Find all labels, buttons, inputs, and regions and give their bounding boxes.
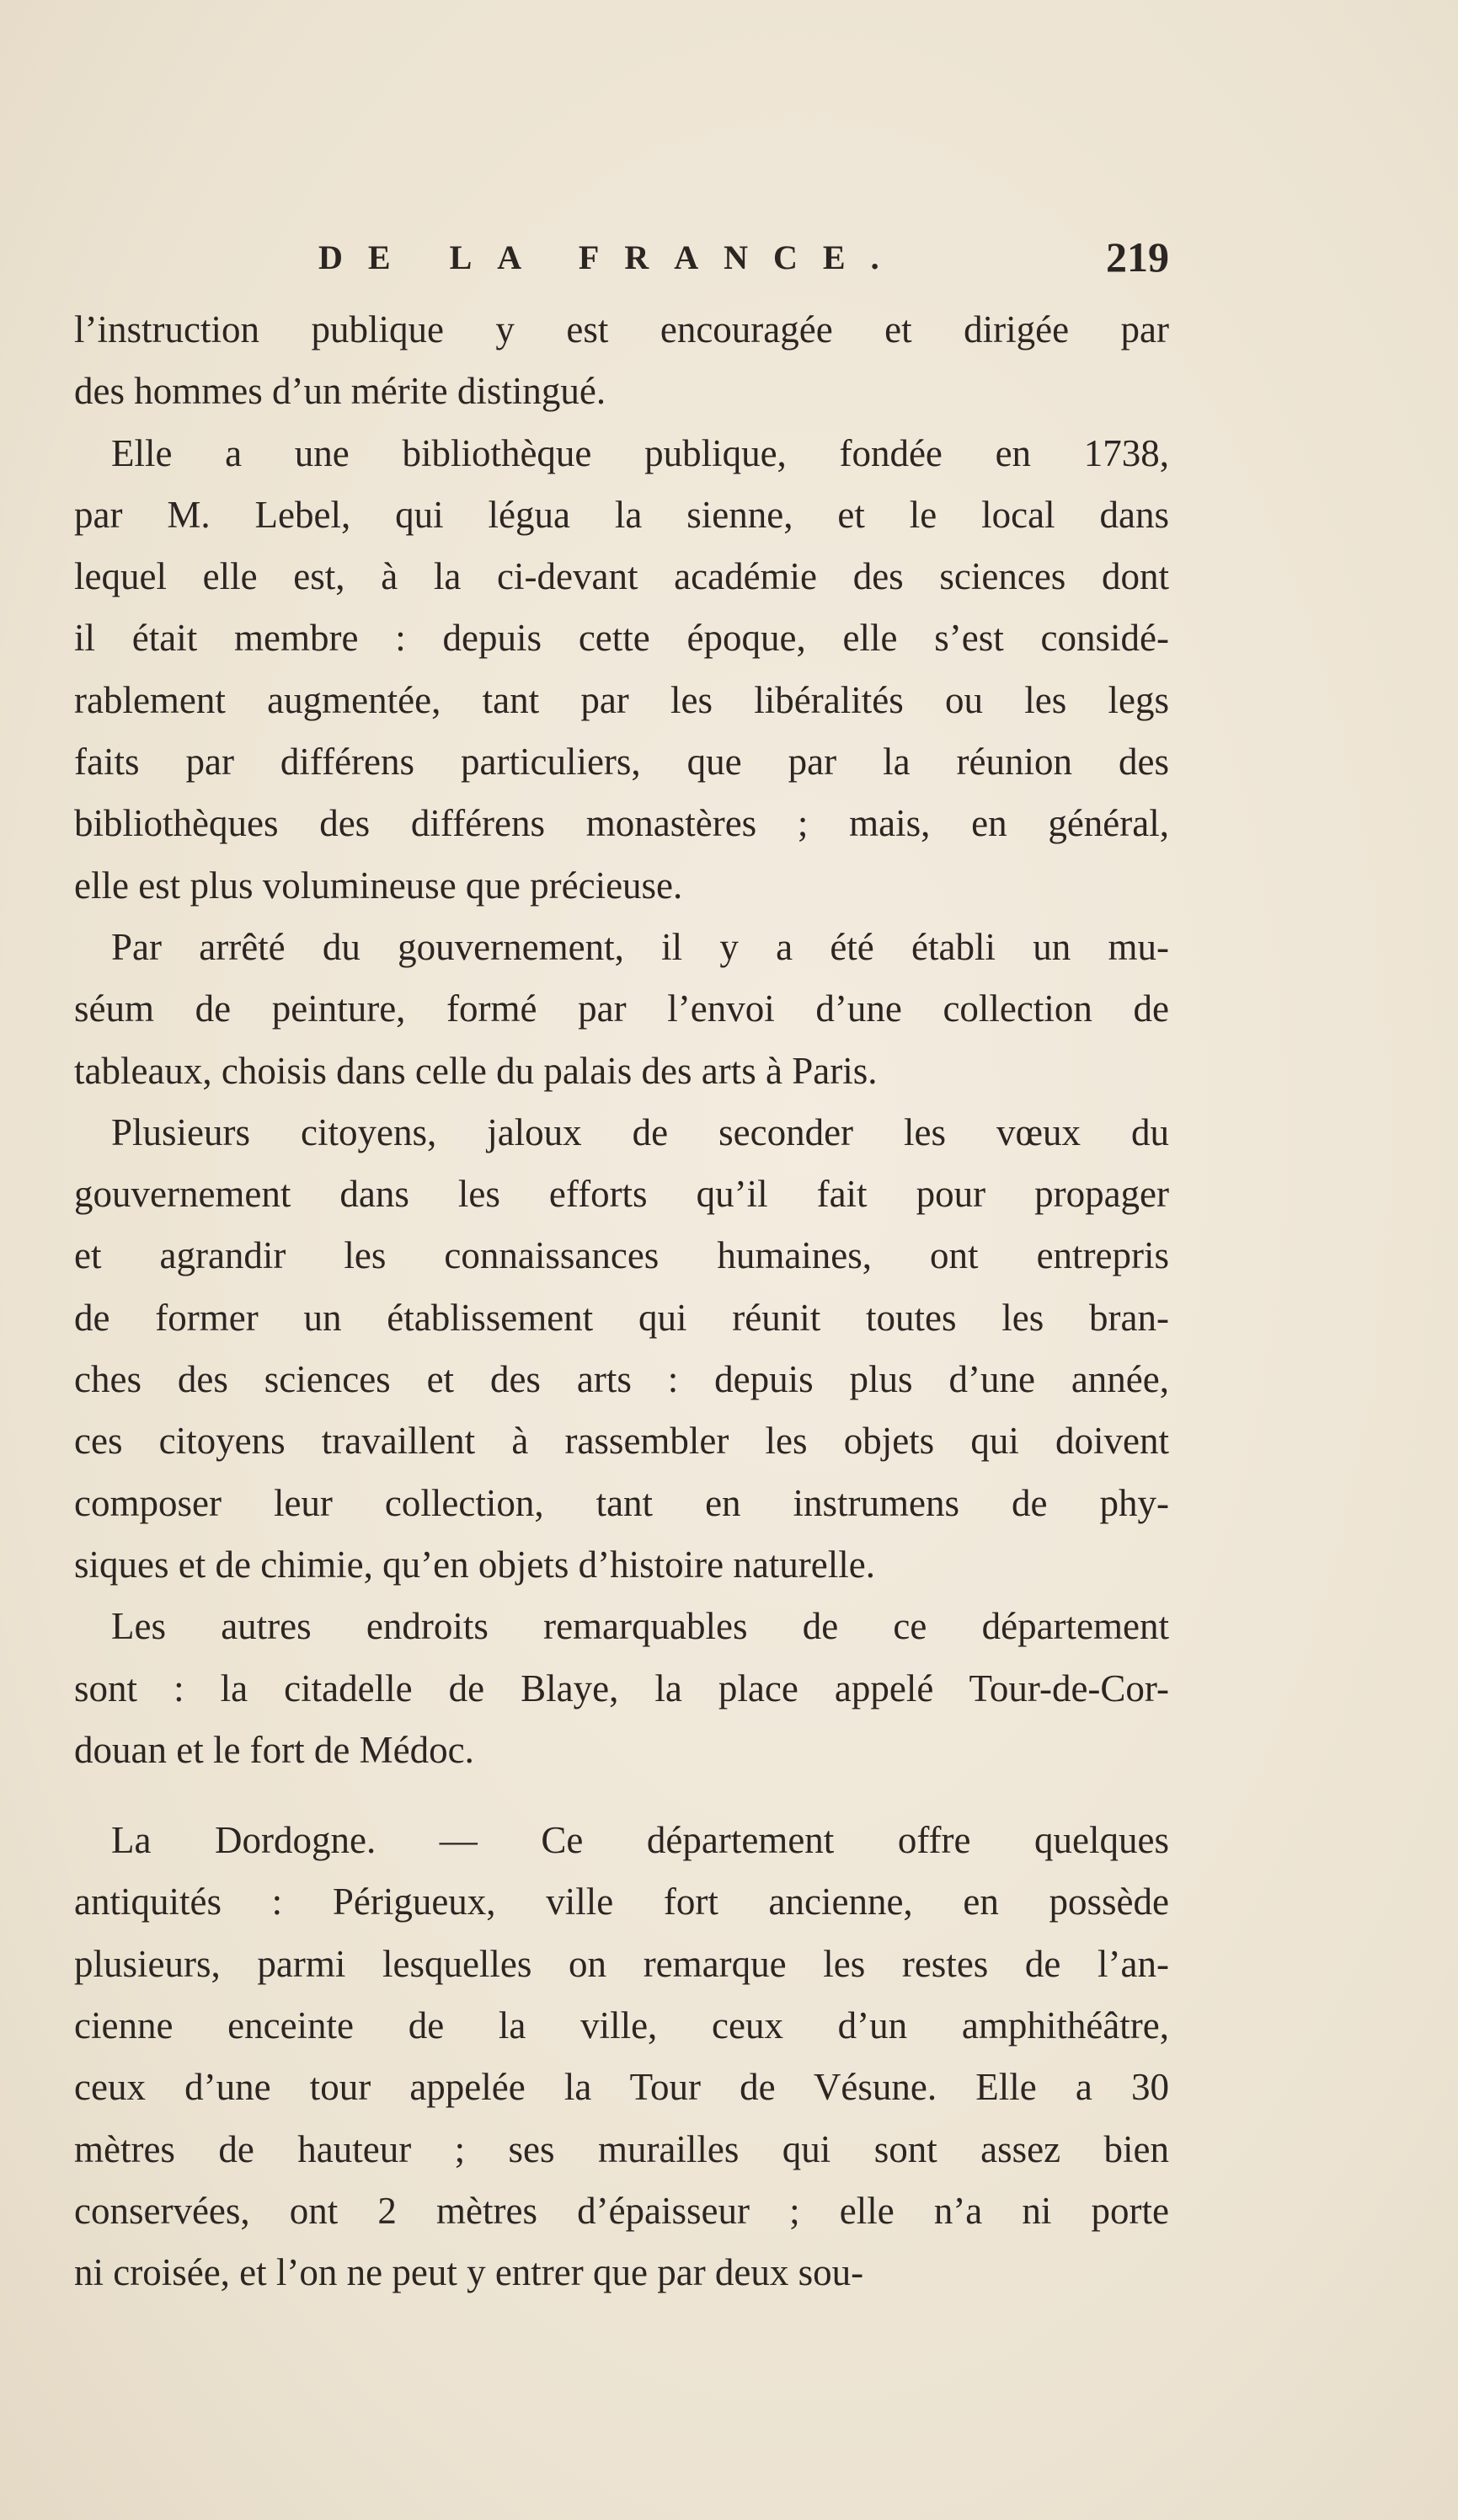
text-line: Par arrêté du gouvernement, il y a été établi un mu-	[111, 925, 1169, 968]
paragraph	[74, 423, 1169, 917]
text-line: il était membre : depuis cette époque, elle s’est considé-	[74, 617, 1169, 660]
text-line: ches des sciences et des arts : depuis plus d’une année,	[74, 1358, 1169, 1401]
text-line: Les autres endroits remarquables de ce département	[111, 1605, 1169, 1648]
text-line: et agrandir les connaissances humaines, ont entrepris	[74, 1234, 1169, 1277]
text-line: ni croisée, et l’on ne peut y entrer que par deux sou-	[74, 2251, 864, 2294]
text-line: rablement augmentée, tant par les libéralités ou les legs	[74, 678, 1169, 721]
text-line: des hommes d’un mérite distingué.	[74, 370, 606, 413]
text-line: cienne enceinte de la ville, ceux d’un amphithéâtre,	[74, 2004, 1169, 2047]
text-line: faits par différens particuliers, que par la réunion des	[74, 741, 1169, 784]
paragraph	[74, 1102, 1169, 1596]
text-line: Plusieurs citoyens, jaloux de seconder les vœux du	[111, 1110, 1169, 1153]
paragraph-gap	[74, 1781, 1169, 1810]
paragraph	[74, 1810, 1169, 2303]
text-line: La Dordogne. — Ce département offre quelques	[111, 1819, 1169, 1862]
paragraph	[74, 299, 1169, 423]
text-line: elle est plus volumineuse que précieuse.	[74, 864, 683, 907]
text-line: mètres de hauteur ; ses murailles qui sont assez bien	[74, 2127, 1169, 2170]
page-number: 219	[1106, 233, 1169, 281]
text-line: plusieurs, parmi lesquelles on remarque les restes de l’an-	[74, 1942, 1169, 1985]
text-line: Elle a une bibliothèque publique, fondée en 1738,	[111, 431, 1169, 474]
text-line: sont : la citadelle de Blaye, la place appelé Tour-de-Cor-	[74, 1667, 1169, 1709]
text-line: de former un établissement qui réunit toutes les bran-	[74, 1296, 1169, 1339]
running-head: DE LA FRANCE.	[318, 238, 905, 276]
paragraph	[74, 917, 1169, 1102]
text-line: par M. Lebel, qui légua la sienne, et le local dans	[74, 493, 1169, 536]
paragraph-list	[74, 299, 1169, 2304]
text-line: ces citoyens travaillent à rassembler les objets qui doivent	[74, 1420, 1169, 1463]
text-line: conservées, ont 2 mètres d’épaisseur ; elle n’a ni porte	[74, 2189, 1169, 2232]
text-line: tableaux, choisis dans celle du palais des arts à Paris.	[74, 1049, 878, 1092]
text-line: antiquités : Périgueux, ville fort ancienne, en possède	[74, 1881, 1169, 1923]
body-text	[74, 299, 1169, 2304]
text-line: lequel elle est, à la ci-devant académie des sciences dont	[74, 555, 1169, 598]
text-line: siques et de chimie, qu’en objets d’histoire naturelle.	[74, 1543, 875, 1586]
page-header	[318, 233, 1169, 288]
text-line: bibliothèques des différens monastères ; mais, en général,	[74, 802, 1169, 845]
text-line: gouvernement dans les efforts qu’il fait pour propager	[74, 1173, 1169, 1216]
paragraph	[74, 1596, 1169, 1781]
text-line: ceux d’une tour appelée la Tour de Vésune. Elle a 30	[74, 2066, 1169, 2109]
text-line: l’instruction publique y est encouragée et dirigée par	[74, 308, 1169, 350]
text-line: séum de peinture, formé par l’envoi d’une collection de	[74, 987, 1169, 1030]
text-line: composer leur collection, tant en instrumens de phy-	[74, 1481, 1169, 1524]
text-line: douan et le fort de Médoc.	[74, 1728, 474, 1771]
